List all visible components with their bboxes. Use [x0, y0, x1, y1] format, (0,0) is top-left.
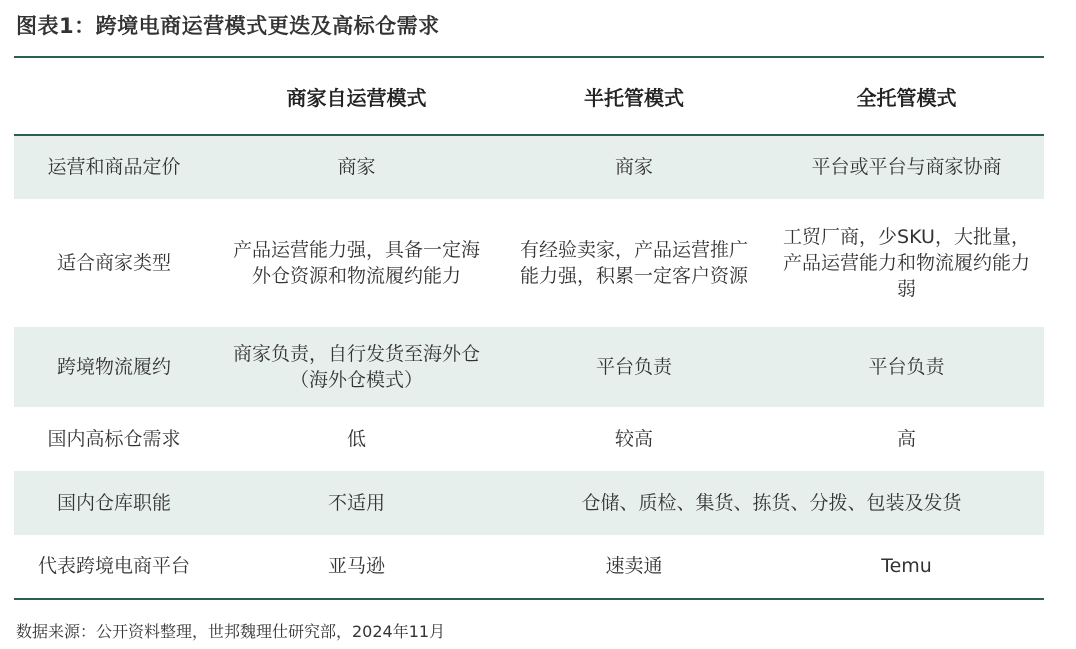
table-cell: 商家负责，自行发货至海外仓（海外仓模式）: [214, 327, 499, 407]
table-cell: 高: [896, 427, 916, 450]
table-row: [14, 407, 1044, 471]
table-row: [14, 471, 1044, 535]
table-cell: 产品运营能力强，具备一定海外仓资源和物流履约能力: [232, 238, 480, 287]
table-cell: 平台负责: [499, 327, 769, 407]
row-label: 国内高标仓需求: [47, 427, 181, 450]
header-self-operated: 商家自运营模式: [214, 58, 499, 135]
table-cell: Temu: [769, 535, 1044, 599]
row-label: 运营和商品定价: [14, 135, 214, 199]
table-cell: 低: [346, 427, 366, 450]
header-row: [14, 58, 1044, 135]
table-cell: 较高: [614, 427, 653, 450]
row-label: 国内仓库职能: [14, 471, 214, 535]
row-label: 跨境物流履约: [14, 327, 214, 407]
table-row: [14, 327, 1044, 407]
table-row: [14, 199, 1044, 327]
header-semi-managed: 半托管模式: [499, 58, 769, 135]
table-cell: 平台负责: [769, 327, 1044, 407]
table-cell: 工贸厂商，少SKU，大批量，产品运营能力和物流履约能力弱: [782, 225, 1030, 301]
table-cell: 商家: [214, 135, 499, 199]
table-cell: 速卖通: [499, 535, 769, 599]
table-row: [14, 535, 1044, 599]
header-corner: [14, 58, 214, 135]
figure-title: 图表1：跨境电商运营模式更迭及高标仓需求: [16, 14, 440, 38]
table-cell: 不适用: [214, 471, 499, 535]
comparison-table: [14, 58, 1044, 600]
header-fully-managed: 全托管模式: [769, 58, 1044, 135]
row-label: 适合商家类型: [56, 251, 171, 274]
row-label: 代表跨境电商平台: [14, 535, 214, 599]
table-cell-merged: 仓储、质检、集货、拣货、分拨、包装及发货: [499, 471, 1044, 535]
source-note: 数据来源：公开资料整理，世邦魏理仕研究部，2024年11月: [16, 622, 446, 641]
table-row: [14, 135, 1044, 199]
table-cell: 平台或平台与商家协商: [769, 135, 1044, 199]
table-cell: 商家: [499, 135, 769, 199]
table-cell: 有经验卖家，产品运营推广能力强，积累一定客户资源: [519, 238, 748, 287]
table-cell: 亚马逊: [214, 535, 499, 599]
